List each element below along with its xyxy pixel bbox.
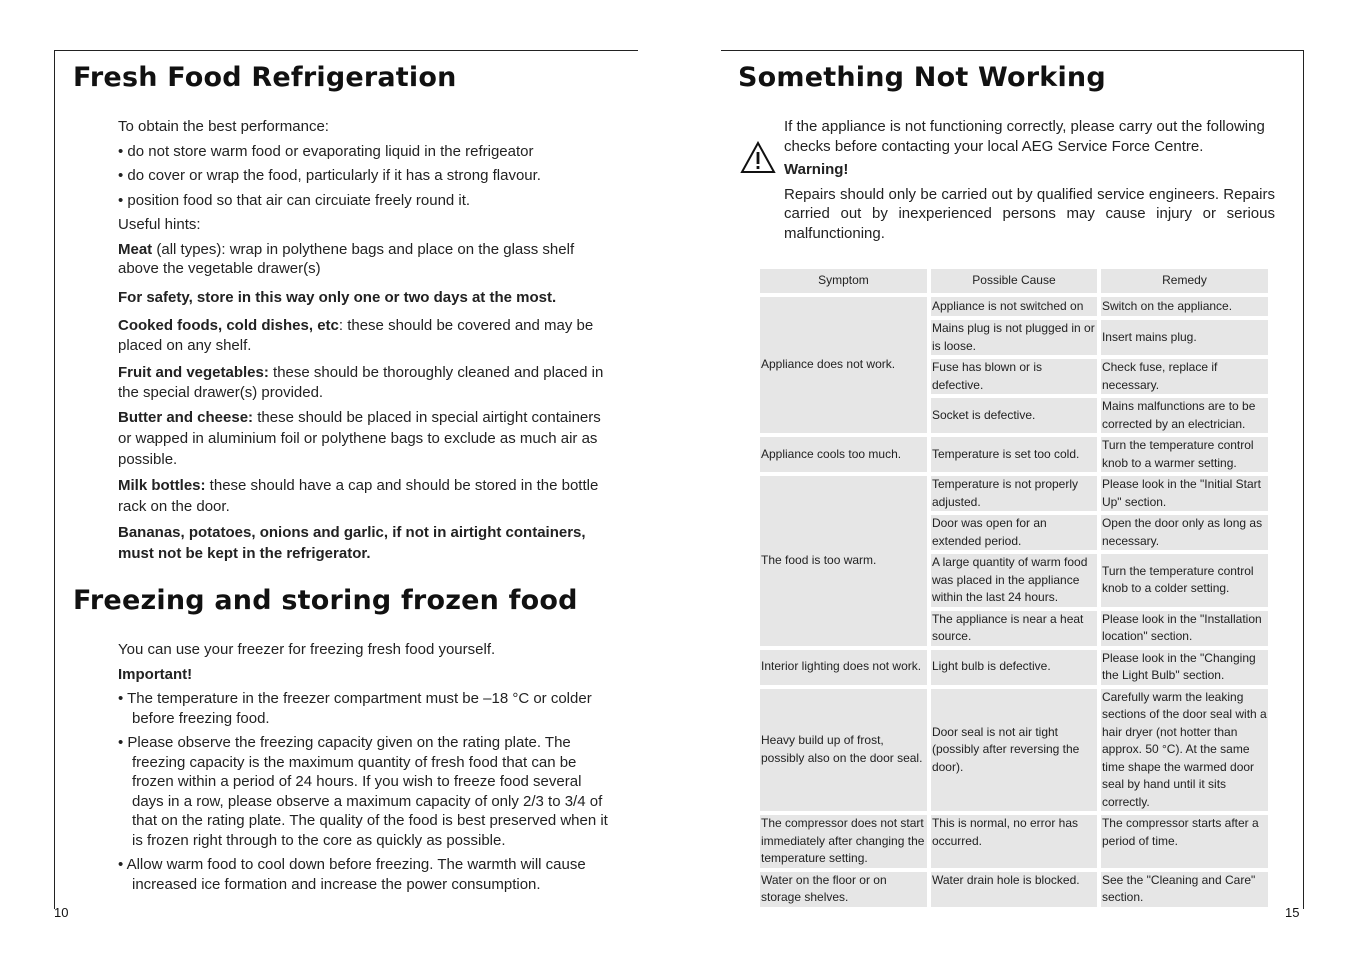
fruit-text: these should be thoroughly cleaned and placed in the special drawer(s) provided. bbox=[118, 364, 604, 401]
cause-cell: Light bulb is defective. bbox=[931, 650, 1097, 685]
cause-cell: Appliance is not switched on bbox=[931, 297, 1097, 316]
table-header-row bbox=[760, 269, 1268, 293]
header-remedy: Remedy bbox=[1101, 269, 1268, 293]
warning-label: Warning! bbox=[784, 161, 849, 178]
cause-cell: Socket is defective. bbox=[931, 398, 1097, 433]
symptom-cell: Heavy build up of frost, possibly also on the door seal. bbox=[760, 689, 927, 812]
cause-cell: Door seal is not air tight (possibly after reversing the door). bbox=[931, 689, 1097, 812]
cooked-paragraph bbox=[118, 316, 609, 355]
cause-cell: Temperature is not properly adjusted. bbox=[931, 476, 1097, 511]
cooked-text: : these should be covered and may be placed on any shelf. bbox=[118, 317, 594, 354]
trouble-intro-block bbox=[784, 117, 1275, 243]
milk-text: these should have a cap and should be stored in the bottle rack on the door. bbox=[118, 477, 599, 515]
freeze-bullet-1: • The temperature in the freezer compartment must be –18 °C or colder before freezing food. bbox=[118, 690, 592, 727]
cause-cell: Water drain hole is blocked. bbox=[931, 872, 1097, 907]
remedy-cell: Check fuse, replace if necessary. bbox=[1101, 359, 1268, 394]
bullet-2: • do cover or wrap the food, particularly if it has a strong flavour. bbox=[118, 167, 541, 184]
remedy-cell: Mains malfunctions are to be corrected by an electrician. bbox=[1101, 398, 1268, 433]
table-row bbox=[760, 476, 1268, 511]
table-row bbox=[760, 872, 1268, 907]
fruit-label: Fruit and vegetables: bbox=[118, 364, 269, 381]
page-number-right: 15 bbox=[1285, 905, 1300, 920]
intro-text: To obtain the best performance: bbox=[118, 118, 329, 135]
butter-label: Butter and cheese: bbox=[118, 409, 254, 426]
cooked-label: Cooked foods, cold dishes, etc bbox=[118, 317, 339, 334]
freeze-intro: You can use your freezer for freezing fresh food yourself. bbox=[118, 641, 496, 658]
cause-cell: Door was open for an extended period. bbox=[931, 515, 1097, 550]
freeze-bullet-3: • Allow warm food to cool down before freezing. The warmth will cause increased ice formation and increase the power consumption. bbox=[118, 856, 586, 893]
fresh-food-body bbox=[118, 117, 609, 564]
milk-label: Milk bottles: bbox=[118, 477, 206, 494]
troubleshooting-table bbox=[756, 265, 1272, 911]
remedy-cell: Please look in the "Changing the Light Bulb" section. bbox=[1101, 650, 1268, 685]
milk-paragraph bbox=[118, 475, 609, 517]
warning-text: Repairs should only be carried out by qualified service engineers. Repairs carried out by inexperienced persons may cause injury or serious malfunctioning. bbox=[784, 185, 1275, 242]
cause-cell: Fuse has blown or is defective. bbox=[931, 359, 1097, 394]
symptom-cell: Water on the floor or on storage shelves. bbox=[760, 872, 927, 907]
cause-cell: This is normal, no error has occurred. bbox=[931, 815, 1097, 868]
header-cause: Possible Cause bbox=[931, 269, 1097, 293]
butter-text: these should be placed in special airtight containers or wapped in aluminium foil or polythene bags to exclude as much air as possible. bbox=[118, 409, 601, 468]
fresh-food-title: Fresh Food Refrigeration bbox=[73, 62, 457, 93]
page-number-left: 10 bbox=[54, 905, 69, 920]
table-row bbox=[760, 437, 1268, 472]
freezing-title: Freezing and storing frozen food bbox=[73, 585, 578, 616]
cause-cell: The appliance is near a heat source. bbox=[931, 611, 1097, 646]
symptom-cell: The compressor does not start immediately after changing the temperature setting. bbox=[760, 815, 927, 868]
cause-cell: A large quantity of warm food was placed in the appliance within the last 24 hours. bbox=[931, 554, 1097, 607]
fruit-paragraph bbox=[118, 363, 609, 402]
cause-cell: Temperature is set too cold. bbox=[931, 437, 1097, 472]
header-symptom: Symptom bbox=[760, 269, 927, 293]
table-row bbox=[760, 297, 1268, 316]
trouble-intro: If the appliance is not functioning correctly, please carry out the following checks before contacting your local AEG Service Force Centre. bbox=[784, 118, 1265, 155]
freezing-body bbox=[118, 640, 609, 894]
table-row bbox=[760, 815, 1268, 868]
symptom-cell: Appliance does not work. bbox=[760, 297, 927, 433]
meat-text: (all types): wrap in polythene bags and place on the glass shelf above the vegetable drawer(s) bbox=[118, 240, 575, 277]
butter-paragraph bbox=[118, 407, 609, 470]
meat-label: Meat bbox=[118, 240, 153, 258]
remedy-cell: Turn the temperature control knob to a warmer setting. bbox=[1101, 437, 1268, 472]
remedy-cell: Carefully warm the leaking sections of the door seal with a hair dryer (not hotter than approx. 50 °C). At the same time shape the warmed door seal by hand until it sits correctly. bbox=[1101, 689, 1268, 812]
symptom-cell: The food is too warm. bbox=[760, 476, 927, 646]
table-row bbox=[760, 689, 1268, 812]
remedy-cell: Please look in the "Initial Start Up" section. bbox=[1101, 476, 1268, 511]
bullet-3: • position food so that air can circuiate freely round it. bbox=[118, 191, 471, 209]
cause-cell: Mains plug is not plugged in or is loose. bbox=[931, 320, 1097, 355]
meat-paragraph bbox=[118, 240, 609, 279]
symptom-cell: Interior lighting does not work. bbox=[760, 650, 927, 685]
useful-hints: Useful hints: bbox=[118, 216, 201, 233]
freeze-bullet-2: • Please observe the freezing capacity given on the rating plate. The freezing capacity is the maximum quantity of fresh food that can be frozen within a period of 24 hours. If you wish to freeze food several days in a row, please observe a maximum capacity of only 2/3 to 3/4 of that on the rating plate. The quality of the food is best preserved when it is frozen right through to the core as quickly as possible. bbox=[118, 734, 608, 849]
table-row bbox=[760, 650, 1268, 685]
important-label: Important! bbox=[118, 665, 193, 683]
remedy-cell: Open the door only as long as necessary. bbox=[1101, 515, 1268, 550]
remedy-cell: The compressor starts after a period of time. bbox=[1101, 815, 1268, 868]
remedy-cell: Please look in the "Installation location" section. bbox=[1101, 611, 1268, 646]
remedy-cell: Insert mains plug. bbox=[1101, 320, 1268, 355]
symptom-cell: Appliance cools too much. bbox=[760, 437, 927, 472]
warning-triangle-icon bbox=[740, 141, 776, 174]
remedy-cell: See the "Cleaning and Care" section. bbox=[1101, 872, 1268, 907]
bullet-1: • do not store warm food or evaporating liquid in the refrigeator bbox=[118, 142, 534, 160]
remedy-cell: Switch on the appliance. bbox=[1101, 297, 1268, 316]
safety-note: For safety, store in this way only one or two days at the most. bbox=[118, 288, 557, 306]
bananas-note: Bananas, potatoes, onions and garlic, if not in airtight containers, must not be kept in the refrigerator. bbox=[118, 524, 586, 562]
remedy-cell: Turn the temperature control knob to a colder setting. bbox=[1101, 554, 1268, 607]
something-not-working-title: Something Not Working bbox=[738, 62, 1106, 93]
